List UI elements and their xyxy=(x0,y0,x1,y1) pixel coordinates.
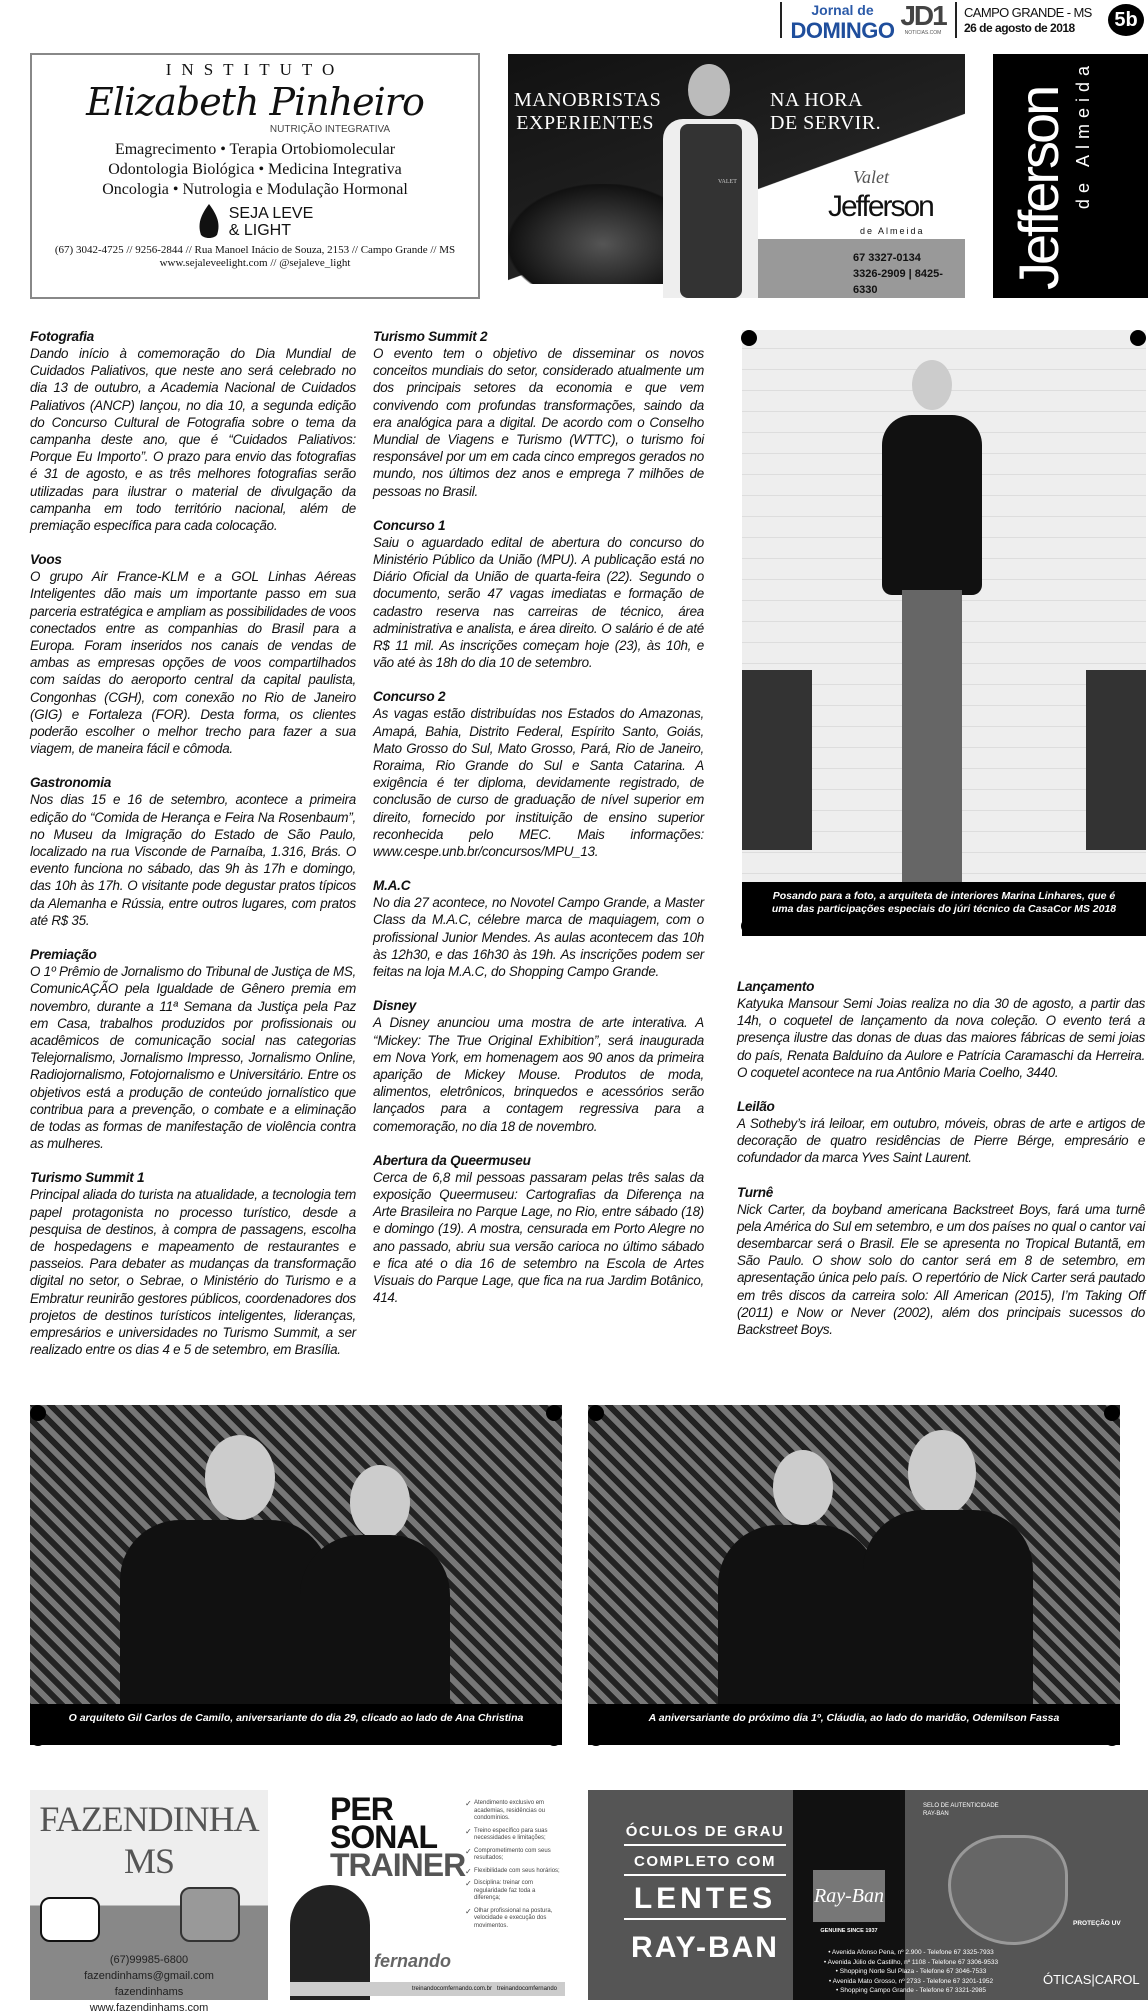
rayban-logo: Ray-Ban xyxy=(813,1870,885,1922)
ad-service-line: Odontologia Biológica • Medicina Integrativa xyxy=(108,161,402,178)
article-title: Abertura da Queermuseu xyxy=(373,1152,531,1168)
fazendinha-title: FAZENDINHA MS xyxy=(39,1799,259,1881)
header-divider xyxy=(955,2,957,38)
rayban-headline: COMPLETO COM xyxy=(624,1850,786,1876)
article-title: Voos xyxy=(30,552,62,568)
article-title: Fotografia xyxy=(30,329,94,344)
valet-man-image xyxy=(658,64,763,298)
rayban-uv: PROTEÇÃO UV xyxy=(1073,1920,1121,1927)
article-body: Saiu o aguardado edital de abertura do concurso do Ministério Público da União (MPU). A publicação está no Diário Oficial da União de quarta-feira (22). Segundo o documento, serão 47 vagas imediatas e formação de cadastro reserva nas carreiras de técnico, área administrativa e analista, e área direito. O salário é de até R$ 11 mil. As inscrições começam hoje (23), às 10h, e vão até às 18h do dia 10 de setembro. xyxy=(373,534,704,671)
ad-personal-trainer[interactable] xyxy=(290,1790,565,2000)
trainer-title: PER SONAL TRAINER xyxy=(330,1791,466,1883)
article-title: Turnê xyxy=(737,1184,774,1200)
page-number-badge: 5b xyxy=(1108,4,1144,36)
article-body: Nos dias 15 e 16 de setembro, acontece a primeira edição do “Comida de Herança e Feira Na Rosenbaum”, no Museu da Imigração do Estado de São Paulo, localizado na rua Visconde de Parnaíba, 1.316, Brás. O evento funciona no sábado, das 9h às 17h e domingo, das 10h às 17h. O visitante pode degustar pratos típicos da Alemanha e Rússia, entre outros lugares, com pratos até R$ 35. xyxy=(30,792,356,928)
fazendinha-facebook: fazendinhams xyxy=(114,1986,184,1998)
article-title: Turismo Summit 2 xyxy=(373,329,488,344)
trainer-footer: treinandocomfernando.com.br treinandocomfernando xyxy=(290,1982,565,1996)
article-title: M.A.C xyxy=(373,878,411,894)
chair-left xyxy=(742,670,812,850)
ad-jefferson-de-almeida[interactable] xyxy=(993,54,1148,298)
article-title: Premiação xyxy=(30,947,97,963)
article xyxy=(30,1169,356,1358)
rayban-headline: RAY-BAN xyxy=(631,1931,779,1964)
article xyxy=(30,946,356,1152)
fazendinha-phone: (67)99985-6800 xyxy=(109,1954,189,1966)
article xyxy=(30,774,356,929)
article xyxy=(30,328,356,534)
article xyxy=(737,978,1145,1081)
valet-logo-name: Jefferson xyxy=(828,190,933,223)
article xyxy=(373,688,704,860)
article-title: Disney xyxy=(373,998,417,1014)
article xyxy=(373,517,704,672)
valet-phones: 67 3327-0134 3326-2909 | 8425-6330 xyxy=(853,252,943,296)
article-title: Concurso 1 xyxy=(373,517,446,533)
logo-line1: Jornal de xyxy=(811,2,874,18)
ad-contact: (67) 3042-4725 // 9256-2844 // Rua Manoel Inácio de Souza, 2153 // Campo Grande // MS xyxy=(54,244,456,256)
photo-caption: A aniversariante do próximo dia 1º, Cláudia, ao lado do maridão, Odemilson Fassa xyxy=(588,1704,1120,1745)
article xyxy=(737,1184,1145,1339)
article-body: Cerca de 6,8 mil pessoas passaram pelas três salas da exposição Queermuseu: Cartografias da Diferença na Arte Brasileira no Parque Lage, no Rio, entre sábado (18) e domingo (19). A mostra, censurada em Porto Alegre no ano passado, abriu sua versão carioca no último sábado e fica até o dia 16 de setembro na Escola de Artes Visuais do Parque Lage, que fica na rua Jardim Botânico, 414. xyxy=(373,1169,704,1306)
jornal-de-domingo-logo[interactable] xyxy=(790,2,895,44)
ad-subtitle: NUTRIÇÃO INTEGRATIVA xyxy=(269,124,391,135)
oticas-carol-logo: ÓTICAS|CAROL xyxy=(1043,1972,1140,1987)
article-body: Dando início à comemoração do Dia Mundial de Cuidados Paliativos, que neste ano será celebrado no dia 13 de outubro, a Academia Nacional de Cuidados Paliativos (ANCP) lançou, no dia 10, a segunda edição do Concurso Cultural de Fotografia sobre o tema da campanha deste ano, que é “Cuidados Paliativos: Porque Eu Importo”. O prazo para envio das fotografias é 31 de agosto, e as três melhores fotografias serão utilizadas para ilustrar o material de divulgação da campanha em todo território nacional, além de premiação específica para cada colocação. xyxy=(30,346,356,534)
trainer-benefits: ✓ Atendimento exclusivo em academias, residências ou condomínios. ✓ Treino específico para suas necessidades e limitações; ✓ Comprometimento com seus resultados; ✓ Flexibilidade com seus horários; ✓ Disciplina: treinar com regularidade faz toda a diferença; ✓ Olhar profissional na postura, velocidade e execução dos movimentos. xyxy=(465,1800,560,1935)
article xyxy=(373,1152,704,1307)
article-body: Nick Carter, da boyband americana Backstreet Boys, fará uma turnê pela América do Sul em setembro, e um dos países no qual o cantor vai desembarcar será o Brasil. Ele se apresenta no Tropical Butantã, em São Paulo. O show solo do cantor será em 8 de setembro, em apresentação única pelo país. O repertório de Nick Carter será pautado em três discos da carreira solo: All American (2015), I’m Taking Off (2011) e Now or Never (2002), além dos principais sucessos do Backstreet Boys. xyxy=(737,1201,1145,1338)
ad-service-line: Oncologia • Nutrologia e Modulação Hormonal xyxy=(102,181,408,198)
ad-instituto-label: INSTITUTO xyxy=(165,60,345,79)
jd1-text: JD1 xyxy=(900,0,946,31)
photo-marina-linhares xyxy=(742,330,1146,936)
article-body: O evento tem o objetivo de disseminar os novos conceitos mundiais do setor, considerado atualmente um dos principais setores da economia e que vem convivendo com profundas transformações, saindo da era analógica para a digital. De acordo com o Conselho Mundial de Viagens e Turismo (WTTC), o turismo foi responsável por um em cada cinco empregos gerados no mundo, nos últimos dez anos e emprega 7 milhões de pessoas no Brasil. xyxy=(373,346,704,499)
jefferson-logo: Jefferson xyxy=(1007,87,1070,290)
article xyxy=(737,1098,1145,1167)
article xyxy=(30,551,356,757)
column-2 xyxy=(373,328,704,1323)
article-body: No dia 27 acontece, no Novotel Campo Grande, a Master Class da M.A.C, célebre marca de maquiagem, com o profissional Junior Mendes. As aulas acontecem das 10h às 12h30, e das 16h30 às 19h. As inscrições podem ser feitas na loja M.A.C, do Shopping Campo Grande. xyxy=(373,895,704,980)
header-city: CAMPO GRANDE - MS xyxy=(964,5,1092,20)
brand-line1: SEJA LEVE xyxy=(228,205,314,222)
photo-caption: Posando para a foto, a arquiteta de interiores Marina Linhares, que é uma das participações especiais do júri técnico da CasaCor MS 2018 xyxy=(742,882,1146,936)
article-title: Lançamento xyxy=(737,979,815,994)
farm-animals-image xyxy=(30,1882,268,1952)
ad-valet-jefferson[interactable] xyxy=(508,54,965,298)
photo-claudia-odemilson xyxy=(588,1405,1120,1745)
jd1-sub: NOTICIAS.COM xyxy=(904,30,942,36)
photo-gil-carlos-ana-christina xyxy=(30,1405,562,1745)
rayban-genuine: GENUINE SINCE 1937 xyxy=(820,1928,878,1934)
jd1-logo[interactable] xyxy=(898,2,948,36)
logo-line2: DOMINGO xyxy=(790,18,895,43)
photo-caption: O arquiteto Gil Carlos de Camilo, aniversariante do dia 29, clicado ao lado de Ana Christina xyxy=(30,1704,562,1745)
jefferson-sub: de Almeida xyxy=(1073,60,1093,210)
fazendinha-website: www.fazendinhams.com xyxy=(89,2002,209,2014)
ad-website[interactable]: www.sejaleveelight.com // @sejaleve_light xyxy=(159,257,351,269)
article-title: Leilão xyxy=(737,1099,775,1115)
article-title: Turismo Summit 1 xyxy=(30,1170,145,1186)
valet-logo-sub: de Almeida xyxy=(860,226,925,236)
trainer-brand: fernando xyxy=(374,1951,452,1971)
article-body: A Sotheby’s irá leiloar, em outubro, móveis, obras de arte e artigos de decoração de quatro residências de Pierre Bérge, empresário e cofundador da marca Yves Saint Laurent. xyxy=(737,1116,1145,1166)
article-body: A Disney anunciou uma mostra de arte interativa. A “Mickey: The True Original Exhibition”, será inaugurada em Nova York, em homenagem aos 90 anos da primeira aparição de Mickey Mouse. Produtos de moda, alimentos, eletrônicos, brinquedos e acessórios serão lançados para a contagem regressiva para a comemoração, no dia 18 de novembro. xyxy=(373,1015,704,1134)
article-title: Gastronomia xyxy=(30,775,112,791)
article-body: O grupo Air France-KLM e a GOL Linhas Aéreas Inteligentes dão mais um importante passo em sua parceria estratégica e ampliam as possibilidades de voos conectados entre as companhias do Brasil para a Europa. Foram inseridos nos canais de vendas de ambas as empresas opções de voos compartilhados com saídas do aeroporto central da capital paulista, Congonhas (CGH), com conexão no Rio de Janeiro (GIG) e Fortaleza (FOR). Desta forma, os clientes poderão escolher o melhor trecho para fazer a sua viagem, de maneira fácil e cômoda. xyxy=(30,569,356,757)
ad-headline-right: NA HORA DE SERVIR. xyxy=(770,89,882,134)
ad-brand-name: Elizabeth Pinheiro xyxy=(86,80,424,124)
header-date: 26 de agosto de 2018 xyxy=(964,21,1075,35)
article-body: Katyuka Mansour Semi Joias realiza no dia 30 de agosto, a partir das 14h, o coquetel de lançamento da nova coleção. O evento terá a presença ilustre das donas de duas das maiores fábricas de semi joias do país, Renata Balduíno da Aulore e Patrícia Caramaschi da Herreira. O coquetel acontece na rua Antônio Maria Coelho, 3440. xyxy=(737,996,1145,1080)
lens-image xyxy=(948,1835,1068,1945)
article xyxy=(373,997,704,1134)
article xyxy=(373,877,704,980)
ad-headline-left: MANOBRISTAS EXPERIENTES xyxy=(514,89,662,134)
leaf-icon xyxy=(197,204,221,240)
rayban-seal: SELO DE AUTENTICIDADE RAY-BAN xyxy=(923,1803,999,1817)
valet-script: Valet xyxy=(853,167,889,187)
vest-label: VALET xyxy=(718,179,737,185)
rayban-headline: ÓCULOS DE GRAU xyxy=(624,1820,786,1846)
woman-figure xyxy=(857,360,1007,880)
article-body: Principal aliada do turista na atualidade, a tecnologia tem papel protagonista no processo turístico, desde a pesquisa de destinos, à compra de passagens, escolha de hospedagens e mapeamento de restaurantes e passeios. Para debater as mudanças da transformação digital no setor, o Sebrae, o Ministério do Turismo e a Embratur reunirão gestores públicos, coordenadores dos projetos de destinos turísticos inteligentes, lideranças, empresários e universidades no Turismo Summit, a ser realizado entre os dias 4 e 5 de setembro, em Brasília. xyxy=(30,1187,356,1358)
ad-instituto-elizabeth-pinheiro[interactable] xyxy=(30,53,480,299)
article-title: Concurso 2 xyxy=(373,689,446,705)
article-body: As vagas estão distribuídas nos Estados do Amazonas, Amapá, Bahia, Distrito Federal, Espírito Santo, Goiás, Mato Grosso do Sul, Mato Grosso, Pará, Rio de Janeiro, Roraima, Rio Grande do Sul e Santa Catarina. A exigência é ter diploma, devidamente registrado, de conclusão de curso de graduação de nível superior em direito, fornecido por instituição de ensino superior reconhecida pelo MEC. Mais informações: www.cespe.unb.br/concursos/MPU_13. xyxy=(373,706,704,860)
ad-service-line: Emagrecimento • Terapia Ortobiomolecular xyxy=(114,141,396,158)
ad-oticas-carol-rayban[interactable] xyxy=(588,1790,1148,2000)
rayban-addresses: • Avenida Afonso Pena, nº 2.900 - Telefone 67 3325-7933 • Avenida Júlio de Castilho, nº 1108 - Telefone 67 3306-9533 • Shopping Norte Sul Plaza - Telefone 67 3046-7533 • Avenida Mato Grosso, nº 2733 - Telefone 67 3201-1952 • Shopping Campo Grande - Telefone 67 3321-2985 xyxy=(823,1949,999,1994)
article xyxy=(373,328,704,500)
seja-leve-brand xyxy=(32,203,478,241)
column-1 xyxy=(30,328,356,1375)
article-body: O 1º Prêmio de Jornalismo do Tribunal de Justiça de MS, ComunicAÇÃO pela Igualdade de Gênero premia em novembro, durante a 11ª Semana da Justiça pela Paz em Casa, trabalhos produzidos por profissionais ou acadêmicos de comunicação social nas categorias Telejornalismo, Jornalismo Impresso, Jornalismo Online, Radiojornalismo, Fotojornalismo e Universitário. Entre os objetivos está a produção de conteúdo jornalístico que contribua para a prevenção, o combate e a eliminação de todas as formas de manifestação de violência contra as mulheres. xyxy=(30,964,356,1152)
ad-fazendinha-ms[interactable] xyxy=(30,1790,268,2014)
brand-line2: & LIGHT xyxy=(228,222,291,239)
rayban-headline: LENTES xyxy=(624,1880,786,1920)
column-3 xyxy=(737,978,1145,1355)
fazendinha-email: fazendinhams@gmail.com xyxy=(84,1970,214,1982)
chair-right xyxy=(1086,670,1146,850)
header-divider xyxy=(780,2,782,38)
